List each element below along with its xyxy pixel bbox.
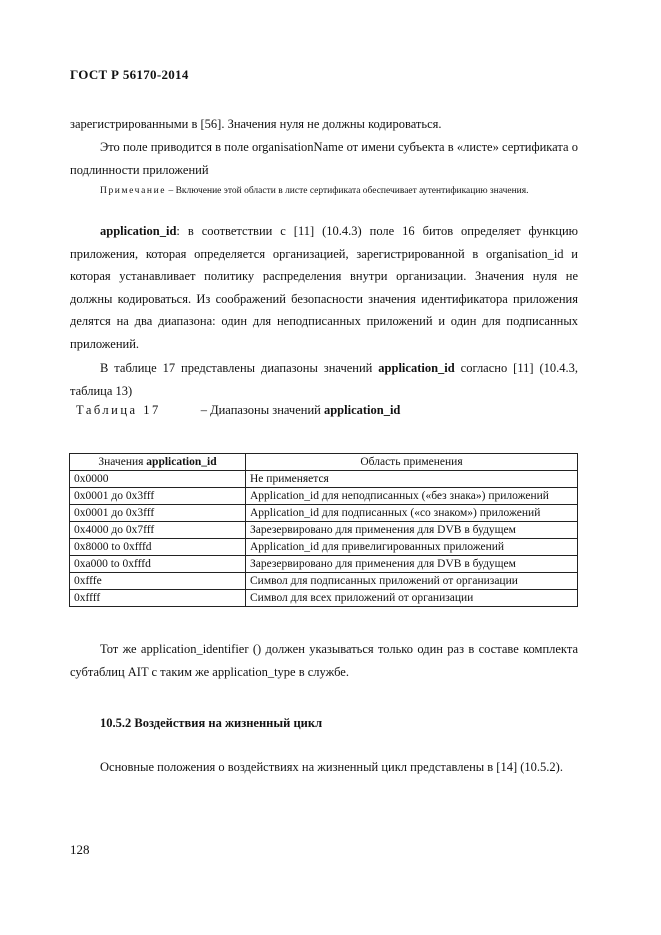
note-text: – Включение этой области в листе сертификата обеспечивает аутентификацию значения. <box>166 186 529 196</box>
table-caption-term: application_id <box>323 403 401 417</box>
table-caption-text: – Диапазоны значений <box>200 403 324 417</box>
paragraph-4 <box>70 357 578 402</box>
paragraph-1: зарегистрированными в [56]. Значения нуля не должны кодироваться. <box>70 117 442 131</box>
table-row <box>70 539 578 556</box>
page-number: 128 <box>70 842 90 857</box>
paragraph-3-text: : в соответствии с [11] (10.4.3) поле 16 битов определяет функцию приложения, которая определяется организацией, зарегистрированной в organisation_id и которая устанавливает политику распределения внутри организации. Значения нуля не должны кодироваться. Из соображений безопасности значения идентификатора приложения делятся на два диапазона: один для неподписанных приложений и один для подписанных приложений. <box>70 224 578 351</box>
scope-cell: Символ для подписанных приложений от организации <box>246 573 578 590</box>
table-caption-label: Таблица 17 <box>76 403 161 417</box>
scope-cell: Application_id для подписанных («со знаком») приложений <box>246 505 578 522</box>
table-row <box>70 488 578 505</box>
paragraph-4-text-a: В таблице 17 представлены диапазоны значений <box>100 361 379 375</box>
value-cell: 0xa000 to 0xfffd <box>70 556 246 573</box>
scope-cell: Зарезервировано для применения для DVB в будущем <box>246 522 578 539</box>
scope-cell: Application_id для неподписанных («без знака») приложений <box>246 488 578 505</box>
section-title: 10.5.2 Воздействия на жизненный цикл <box>100 716 323 730</box>
table-caption <box>76 403 400 418</box>
scope-cell: Символ для всех приложений от организации <box>246 590 578 607</box>
value-cell: 0x4000 до 0x7fff <box>70 522 246 539</box>
table-row <box>70 522 578 539</box>
scope-cell: Не применяется <box>246 471 578 488</box>
column-header-prefix: Значения <box>98 456 147 468</box>
value-cell: 0x8000 to 0xfffd <box>70 539 246 556</box>
document-header: ГОСТ Р 56170-2014 <box>70 67 189 82</box>
paragraph-6: Основные положения о воздействиях на жизненный цикл представлены в [14] (10.5.2). <box>100 760 563 774</box>
value-cell: 0xfffe <box>70 573 246 590</box>
column-header-values <box>70 454 246 471</box>
value-cell: 0xffff <box>70 590 246 607</box>
value-cell: 0x0000 <box>70 471 246 488</box>
scope-cell: Application_id для привелигированных приложений <box>246 539 578 556</box>
table-header-row <box>70 454 578 471</box>
table-row <box>70 505 578 522</box>
value-cell: 0x0001 до 0x3fff <box>70 505 246 522</box>
table-row <box>70 590 578 607</box>
paragraph-4-text-b: согласно [11] (10.4.3, таблица 13) <box>70 361 578 398</box>
table-row <box>70 556 578 573</box>
paragraph-3 <box>70 220 578 355</box>
column-header-scope: Область применения <box>246 454 578 471</box>
column-header-term: application_id <box>146 456 217 468</box>
value-cell: 0x0001 до 0x3fff <box>70 488 246 505</box>
application-id-table <box>69 453 578 607</box>
paragraph-5: Тот же application_identifier () должен указываться только один раз в составе комплекта субтаблиц AIT с таким же application_type в службе. <box>70 642 578 679</box>
table-row <box>70 573 578 590</box>
paragraph-2: Это поле приводится в поле organisationName от имени субъекта в «листе» сертификата о подлинности приложений <box>70 140 578 177</box>
scope-cell: Зарезервировано для применения для DVB в будущем <box>246 556 578 573</box>
note <box>70 183 578 200</box>
application-id-term: application_id <box>378 361 455 375</box>
table-row <box>70 471 578 488</box>
note-label: Примечание <box>100 186 167 196</box>
application-id-term: application_id <box>100 224 177 238</box>
